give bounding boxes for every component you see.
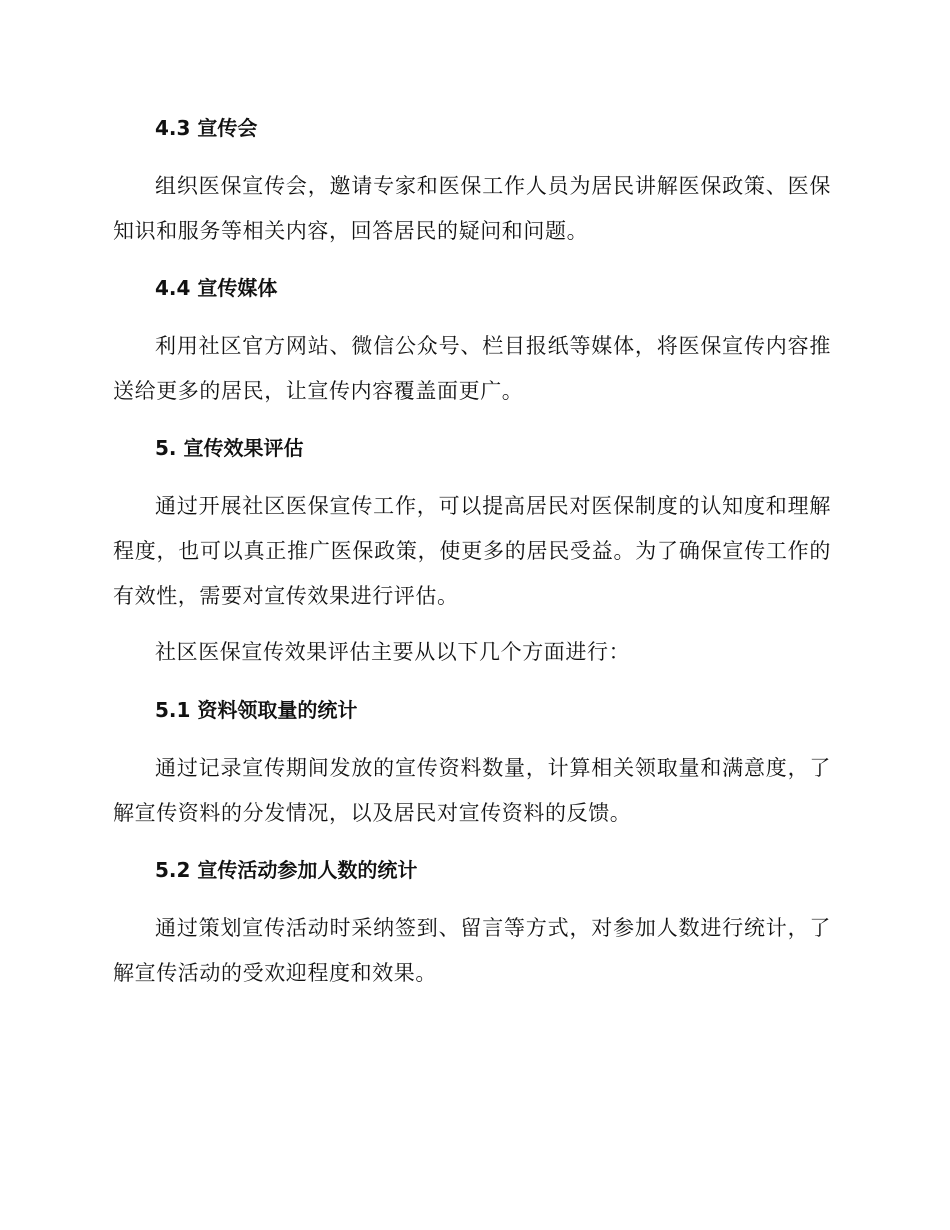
section-paragraph-5-1: 通过记录宣传期间发放的宣传资料数量，计算相关领取量和满意度，了解宣传资料的分发情况，以及居民对宣传资料的反馈。 (113, 756, 831, 825)
section-heading-5-1: 5.1 资料领取量的统计 (155, 698, 358, 722)
section-paragraph-5-aspects: 社区医保宣传效果评估主要从以下几个方面进行： (155, 640, 631, 664)
section-paragraph-5-2: 通过策划宣传活动时采纳签到、留言等方式，对参加人数进行统计，了解宣传活动的受欢迎程度和效果。 (113, 916, 831, 985)
section-heading-4-3: 4.3 宣传会 (155, 116, 258, 140)
section-heading-5: 5. 宣传效果评估 (155, 436, 304, 460)
section-paragraph-4-4: 利用社区官方网站、微信公众号、栏目报纸等媒体，将医保宣传内容推送给更多的居民，让宣传内容覆盖面更广。 (113, 334, 831, 403)
section-paragraph-5-intro: 通过开展社区医保宣传工作，可以提高居民对医保制度的认知度和理解程度，也可以真正推广医保政策，使更多的居民受益。为了确保宣传工作的有效性，需要对宣传效果进行评估。 (113, 494, 831, 608)
section-paragraph-4-3: 组织医保宣传会，邀请专家和医保工作人员为居民讲解医保政策、医保知识和服务等相关内容，回答居民的疑问和问题。 (113, 174, 831, 243)
section-heading-5-2: 5.2 宣传活动参加人数的统计 (155, 858, 418, 882)
section-heading-4-4: 4.4 宣传媒体 (155, 276, 278, 300)
